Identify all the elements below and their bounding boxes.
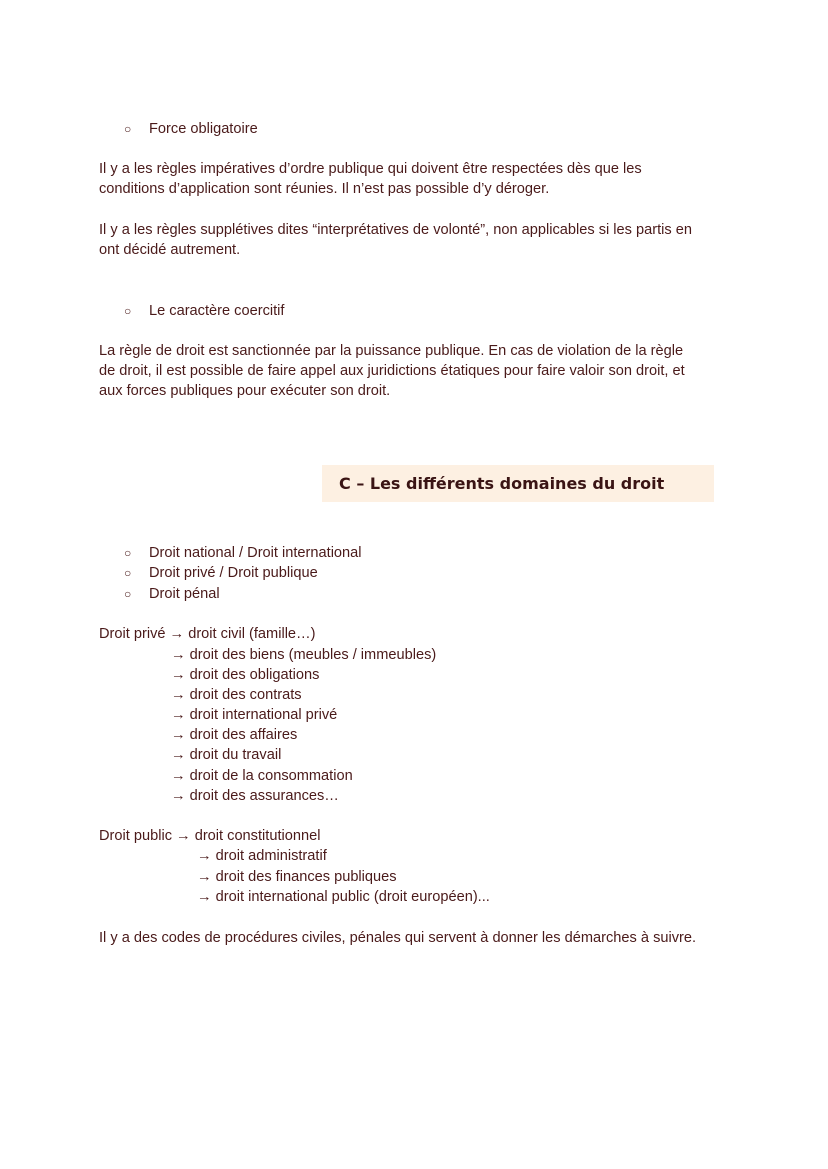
- droit-prive-heading: Droit privé → droit civil (famille…): [99, 626, 316, 642]
- paragraph-line: conditions d’application sont réunies. Il n’est pas possible d’y déroger.: [99, 181, 550, 197]
- list-item: → droit des affaires: [171, 727, 298, 743]
- bullet-label: Droit pénal: [149, 586, 220, 602]
- bullet-force-obligatoire: [124, 119, 258, 139]
- paragraph-line: Il y a les règles impératives d’ordre publique qui doivent être respectées dès que les: [99, 161, 642, 177]
- list-item: [124, 563, 318, 583]
- paragraph-line: de droit, il est possible de faire appel aux juridictions étatiques pour faire valoir son droit, et: [99, 363, 685, 379]
- list-item: → droit des finances publiques: [197, 869, 397, 885]
- hollow-bullet-icon: ○: [124, 587, 132, 601]
- paragraph-line: La règle de droit est sanctionnée par la puissance publique. En cas de violation de la règle: [99, 343, 684, 359]
- bullet-label: Droit national / Droit international: [149, 545, 362, 561]
- list-item: → droit international public (droit européen)...: [197, 889, 490, 905]
- closing-paragraph: Il y a des codes de procédures civiles, pénales qui servent à donner les démarches à suivre.: [99, 930, 697, 946]
- list-item: [124, 543, 362, 563]
- list-item: → droit des assurances…: [171, 788, 339, 804]
- bullet-label: Droit privé / Droit publique: [149, 565, 318, 581]
- list-item: [124, 584, 220, 604]
- section-heading: C – Les différents domaines du droit: [322, 465, 714, 502]
- list-item: → droit des contrats: [171, 687, 302, 703]
- bullet-caractere-coercitif: [124, 301, 284, 321]
- hollow-bullet-icon: ○: [124, 566, 132, 580]
- list-item: → droit des obligations: [171, 667, 320, 683]
- bullet-label: Force obligatoire: [149, 121, 258, 137]
- paragraph-line: aux forces publiques pour exécuter son droit.: [99, 383, 391, 399]
- paragraph-line: Il y a les règles supplétives dites “interprétatives de volonté”, non applicables si les partis en: [99, 222, 692, 238]
- list-item: → droit international privé: [171, 707, 338, 723]
- hollow-bullet-icon: ○: [124, 546, 132, 560]
- list-item: → droit des biens (meubles / immeubles): [171, 647, 437, 663]
- bullet-label: Le caractère coercitif: [149, 303, 285, 319]
- list-item: → droit du travail: [171, 747, 282, 763]
- list-item: → droit de la consommation: [171, 768, 353, 784]
- hollow-bullet-icon: ○: [124, 122, 132, 136]
- hollow-bullet-icon: ○: [124, 304, 132, 318]
- list-item: → droit administratif: [197, 848, 327, 864]
- paragraph-line: ont décidé autrement.: [99, 242, 241, 258]
- droit-public-heading: Droit public → droit constitutionnel: [99, 828, 321, 844]
